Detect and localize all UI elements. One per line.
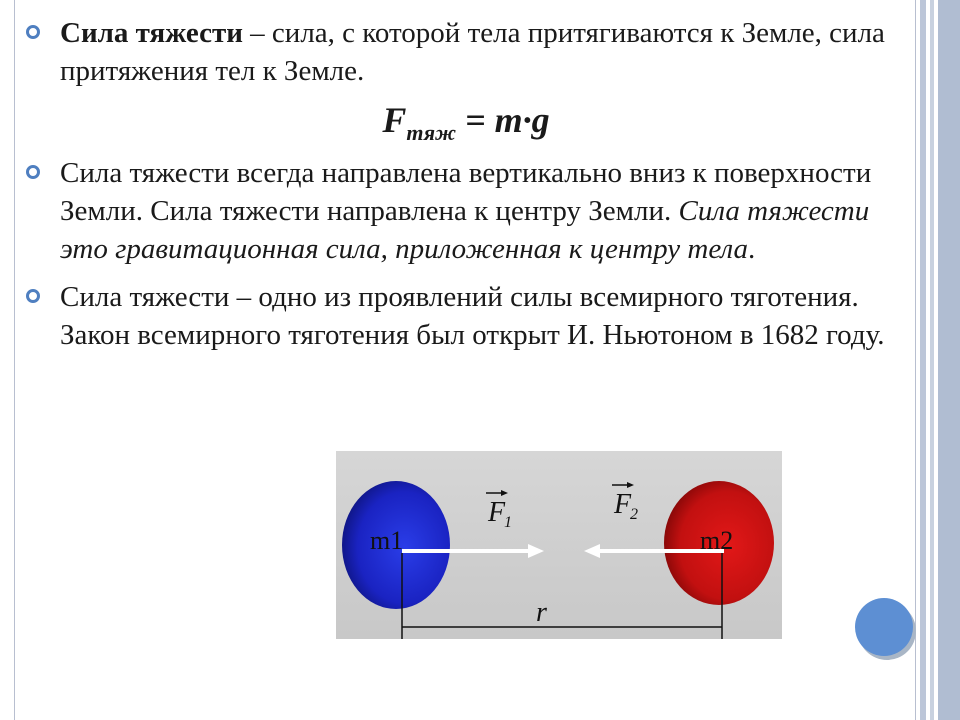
bullet-icon: [26, 289, 40, 303]
italic-text: Сила тяжести это гравитационная сила, приложенная к центру тела: [60, 195, 870, 265]
bullet-item-2: [26, 154, 906, 268]
gravity-figure: [336, 451, 782, 639]
bullet-icon: [26, 165, 40, 179]
r-label: r: [536, 597, 547, 628]
bullet-item-3: [26, 278, 906, 354]
formula-subscript: тяж: [406, 120, 457, 145]
m1-label: m1: [370, 526, 404, 555]
gravity-diagram: [336, 451, 782, 639]
bullet-list: [26, 14, 906, 354]
decorative-circle: [855, 598, 913, 656]
right-stripe-1: [920, 0, 926, 720]
bullet-item-1: [26, 14, 906, 90]
f1-label: F: [488, 497, 506, 528]
f1-subscript: 1: [504, 514, 512, 531]
paragraph-tail: .: [748, 233, 756, 265]
definition-text: – сила, с которой тела притягиваются к Земле, сила притяжения тел к Земле.: [60, 17, 885, 87]
formula: [26, 98, 906, 145]
right-stripe-3: [938, 0, 960, 720]
bullet-icon: [26, 25, 40, 39]
term-bold: Сила тяжести: [60, 17, 243, 49]
f2-label: F: [614, 489, 632, 520]
paragraph-text: Сила тяжести всегда направлена вертикально вниз к поверхности Земли. Сила тяжести направлена к центру Земли.: [60, 157, 872, 227]
formula-rhs: = m·g: [456, 100, 550, 140]
right-stripe-2: [930, 0, 934, 720]
formula-f: F: [382, 100, 407, 140]
paragraph-text: Сила тяжести – одно из проявлений силы всемирного тяготения. Закон всемирного тяготения был открыт И. Ньютоном в 1682 году.: [60, 281, 885, 351]
f2-subscript: 2: [630, 506, 638, 523]
m2-label: m2: [700, 526, 734, 555]
